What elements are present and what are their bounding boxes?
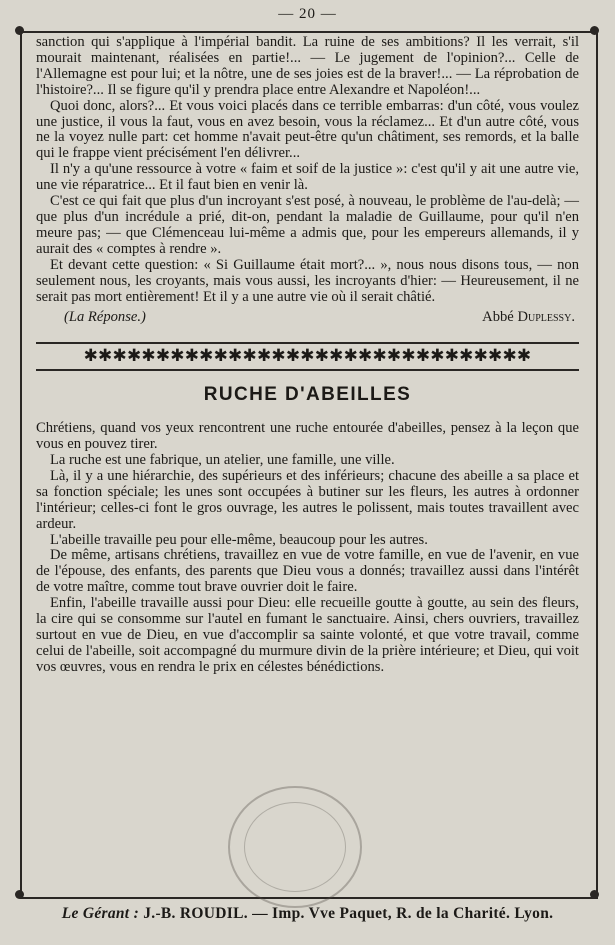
- article-title: RUCHE D'ABEILLES: [203, 384, 412, 406]
- paragraph: Chrétiens, quand vos yeux rencontrent une ruche entourée d'abeilles, pensez à la leçon que vous en pouvez tirer.: [36, 420, 579, 453]
- signature-line: [36, 310, 579, 326]
- footer-label: Le Gérant :: [61, 905, 140, 922]
- paragraph: La ruche est une fabrique, un atelier, une famille, une ville.: [50, 452, 395, 469]
- footer-text: J.-B. ROUDIL. — Imp. Vve Paquet, R. de la Charité. Lyon.: [143, 905, 554, 922]
- author-title: Abbé: [482, 309, 514, 326]
- divider-rule: [36, 342, 579, 344]
- frame-corner-ornament: [15, 26, 24, 35]
- section-divider: [36, 342, 579, 378]
- imprint-footer: [0, 905, 615, 923]
- divider-rule: [36, 369, 579, 371]
- page-content: [36, 35, 579, 676]
- source-citation: (La Réponse.): [64, 309, 146, 326]
- author-signature: [482, 310, 575, 326]
- paragraph: Il n'y a qu'une ressource à votre « faim et soif de la justice »: c'est qu'il y ait une autre vie, une vie réparatrice... Et il faut bien en venir là.: [36, 161, 579, 194]
- article-continuation: [36, 35, 579, 326]
- paragraph: De même, artisans chrétiens, travaillez en vue de votre famille, en vue de l'avenir, en vue de l'épouse, des enfants, des parents que Dieu vous a donnés; travaillez aussi dans l'intérêt de votre maître, comme tout brave ouvrier doit le faire.: [36, 547, 579, 596]
- paragraph: C'est ce qui fait que plus d'un incroyant s'est posé, à nouveau, le problème de l'au-delà; — que plus d'un incrédule a prié, dit-on, pendant la maladie de Guillaume, pour qu'il n'en meure pas; — que Clémenceau lui-même a admis que, pour les empereurs allemands, il y aurait des « comptes à rendre ».: [36, 193, 579, 257]
- paragraph: Et devant cette question: « Si Guillaume était mort?... », nous nous disons tous, — non seulement nous, les croyants, mais vous aussi, les incroyants d'hier: — Heureusement, il ne serait pas mort entièrement! Et il y a une autre vie où il serait châtié.: [36, 256, 579, 305]
- asterisk-ornament-row: ✱✱✱✱✱✱✱✱✱✱✱✱✱✱✱✱✱✱✱✱✱✱✱✱✱✱✱✱✱✱✱: [83, 346, 532, 367]
- frame-corner-ornament: [590, 26, 599, 35]
- paragraph: Enfin, l'abeille travaille aussi pour Dieu: elle recueille goutte à goutte, au sein des fleurs, la cire qui se consomme sur l'autel en fumant le sanctuaire. Ainsi, chers ouvriers, travaillez surtout en vue de Dieu, en vue d'accomplir sa sainte volonté, et que votre travail, comme celui de l'abeille, soit accompagné du murmure divin de la prière intérieure; et Dieu, qui voit vos œuvres, vous en rendra le prix en célestes bénédictions.: [36, 595, 579, 675]
- frame-corner-ornament: [590, 890, 599, 899]
- author-name: Duplessy.: [517, 309, 575, 326]
- paragraph: Quoi donc, alors?... Et vous voici placés dans ce terrible embarras: d'un côté, vous voulez une justice, il vous la faut, vous en avez besoin, vous la réclamez... Et d'un autre côté, vous ne la voyez nulle part: cet homme n'avait peut-être qu'un châtiment, ses remords, et la balle qui le frappe vient précisément l'en délivrer...: [36, 97, 579, 162]
- page-number: — 20 —: [278, 6, 337, 22]
- article-ruche: [36, 384, 579, 675]
- paragraph: sanction qui s'applique à l'impérial bandit. La ruine de ses ambitions? Il les verrait, s'il mourait maintenant, réalisées en partie!... — Le jugement de l'opinion?... Celle de l'Allemagne est pour lui; et la nôtre, une de ses joies est de la braver!... — La réprobation de l'histoire?... Il se figure qu'il y prendra place entre Alexandre et Napoléon!...: [36, 34, 579, 98]
- frame-corner-ornament: [15, 890, 24, 899]
- paragraph: Là, il y a une hiérarchie, des supérieurs et des inférieurs; chacune des abeille a sa place et sa fonction spéciale; les unes sont occupées à butiner sur les fleurs, les autres à ordonner l'intérieur; celles-ci font le gros ouvrage, les autres le polissent, mais toutes travaillent avec ardeur.: [36, 467, 579, 532]
- paragraph: L'abeille travaille peu pour elle-même, beaucoup pour les autres.: [50, 531, 428, 548]
